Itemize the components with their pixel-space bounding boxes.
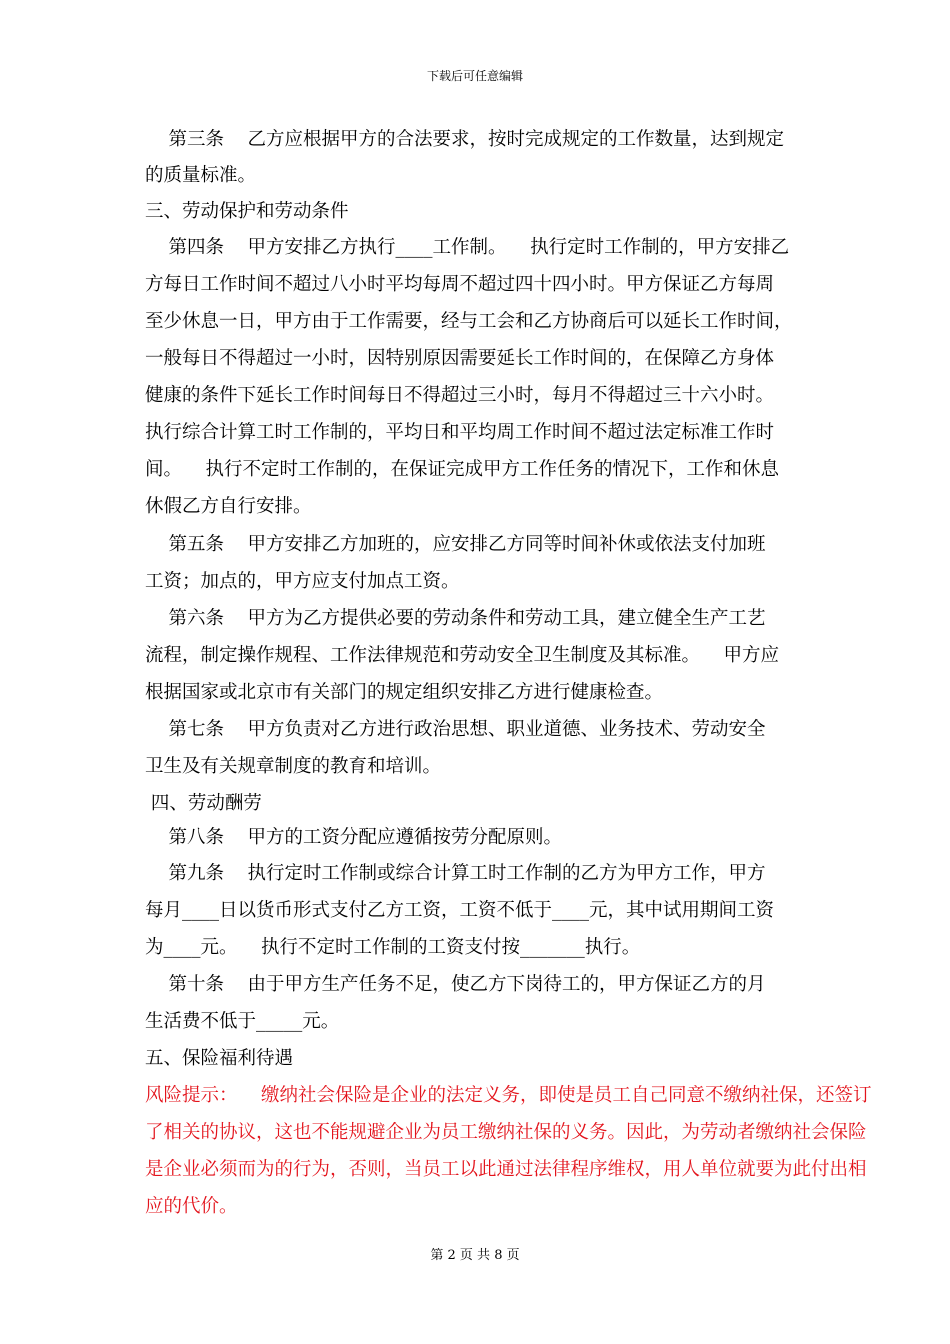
risk-line: 风险提示： 缴纳社会保险是企业的法定义务，即使是员工自己同意不缴纳社保，还签订	[145, 1085, 872, 1106]
body-line: 执行综合计算工时工作制的，平均日和平均周工作时间不超过法定标准工作时	[145, 422, 775, 443]
body-line: 间。 执行不定时工作制的，在保证完成甲方工作任务的情况下，工作和休息	[145, 459, 780, 480]
body-line: 第五条 甲方安排乙方加班的，应安排乙方同等时间补休或依法支付加班	[145, 534, 766, 555]
body-line: 的质量标准。	[145, 165, 257, 186]
body-line: 第四条 甲方安排乙方执行____工作制。 执行定时工作制的，甲方安排乙	[145, 237, 790, 258]
body-line: 工资；加点的，甲方应支付加点工资。	[145, 571, 460, 592]
body-line: 第九条 执行定时工作制或综合计算工时工作制的乙方为甲方工作，甲方	[145, 863, 766, 884]
page-footer: 第 2 页 共 8 页	[430, 1248, 520, 1263]
risk-line: 应的代价。	[145, 1196, 238, 1217]
section-heading: 五、保险福利待遇	[145, 1048, 294, 1069]
body-line: 第三条 乙方应根据甲方的合法要求，按时完成规定的工作数量，达到规定	[145, 129, 785, 150]
risk-line: 了相关的协议，这也不能规避企业为员工缴纳社保的义务。因此，为劳动者缴纳社会保险	[145, 1122, 867, 1143]
body-line: 第十条 由于甲方生产任务不足，使乙方下岗待工的，甲方保证乙方的月	[145, 974, 766, 995]
body-line: 第六条 甲方为乙方提供必要的劳动条件和劳动工具，建立健全生产工艺	[145, 608, 766, 629]
section-heading: 四、劳动酬劳	[145, 793, 262, 814]
body-line: 每月____日以货币形式支付乙方工资，工资不低于____元，其中试用期间工资	[145, 900, 775, 921]
body-line: 流程，制定操作规程、工作法律规范和劳动安全卫生制度及其标准。 甲方应	[145, 645, 780, 666]
body-line: 第七条 甲方负责对乙方进行政治思想、职业道德、业务技术、劳动安全	[145, 719, 766, 740]
body-line: 卫生及有关规章制度的教育和培训。	[145, 756, 442, 777]
body-line: 休假乙方自行安排。	[145, 496, 312, 517]
body-line: 方每日工作时间不超过八小时平均每周不超过四十四小时。甲方保证乙方每周	[145, 274, 775, 295]
body-line: 为____元。 执行不定时工作制的工资支付按_______执行。	[145, 937, 641, 958]
body-line: 至少休息一日，甲方由于工作需要，经与工会和乙方协商后可以延长工作时间，	[145, 311, 793, 332]
body-line: 一般每日不得超过一小时，因特别原因需要延长工作时间的，在保障乙方身体	[145, 348, 775, 369]
body-line: 健康的条件下延长工作时间每日不得超过三小时，每月不得超过三十六小时。	[145, 385, 775, 406]
body-line: 第八条 甲方的工资分配应遵循按劳分配原则。	[145, 827, 563, 848]
page-header: 下载后可任意编辑	[426, 69, 523, 83]
body-line: 生活费不低于_____元。	[145, 1011, 340, 1032]
risk-line: 是企业必须而为的行为，否则，当员工以此通过法律程序维权，用人单位就要为此付出相	[145, 1159, 867, 1180]
body-line: 根据国家或北京市有关部门的规定组织安排乙方进行健康检查。	[145, 682, 664, 703]
section-heading: 三、劳动保护和劳动条件	[145, 201, 349, 222]
